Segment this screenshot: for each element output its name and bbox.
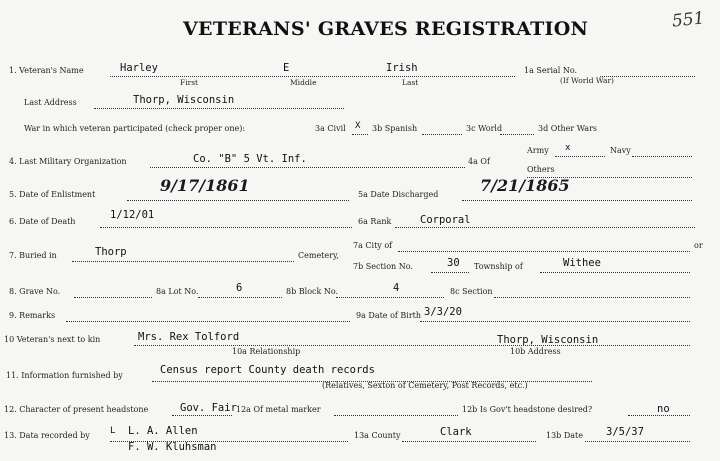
section-no-line xyxy=(431,272,469,273)
army-label: Army xyxy=(527,146,549,155)
middle-caption: Middle xyxy=(290,78,317,87)
military-org-label: 4. Last Military Organization xyxy=(9,157,127,166)
army-mark: x xyxy=(565,143,571,153)
lot-no-value: 6 xyxy=(236,282,243,294)
serial-no-label: 1a Serial No. xyxy=(524,66,578,75)
block-no-line xyxy=(336,297,444,298)
city-or-label: or xyxy=(694,241,703,250)
relationship-caption: 10a Relationship xyxy=(232,347,301,356)
death-date-line xyxy=(100,227,352,228)
discharged-line xyxy=(462,200,692,201)
rank-label: 6a Rank xyxy=(358,217,392,226)
headstone-label: 12. Character of present headstone xyxy=(4,405,149,414)
last-address-line xyxy=(94,108,344,109)
city-of-label: 7a City of xyxy=(353,241,393,250)
township-line xyxy=(540,272,690,273)
world-war-line xyxy=(500,134,534,135)
war-question-label: War in which veteran participated (check proper one): xyxy=(24,124,246,133)
next-of-kin-line xyxy=(134,345,690,346)
next-of-kin-label: 10 Veteran's next to kin xyxy=(4,335,101,344)
world-war-label: 3c World xyxy=(466,124,503,133)
spanish-war-label: 3b Spanish xyxy=(372,124,418,133)
discharged-value: 7/21/1865 xyxy=(480,176,570,195)
army-line xyxy=(555,156,605,157)
death-date-label: 6. Date of Death xyxy=(9,217,76,226)
info-furnished-caption: (Relatives, Sexton of Cemetery, Post Records, etc.) xyxy=(322,381,528,390)
township-label: Township of xyxy=(474,262,523,271)
section-line xyxy=(494,297,690,298)
recorded-by-value-2: F. W. Kluhsman xyxy=(128,441,217,453)
info-furnished-label: 11. Information furnished by xyxy=(6,371,123,380)
county-value: Clark xyxy=(440,426,472,438)
gov-headstone-value: no xyxy=(657,403,670,415)
name-line xyxy=(110,76,515,77)
civil-war-mark: X xyxy=(355,121,361,131)
middle-name-value: E xyxy=(283,62,290,74)
last-caption: Last xyxy=(402,78,419,87)
lot-no-line xyxy=(198,297,282,298)
buried-in-value: Thorp xyxy=(95,246,127,258)
county-line xyxy=(402,441,536,442)
first-caption: First xyxy=(180,78,199,87)
remarks-label: 9. Remarks xyxy=(9,311,56,320)
remarks-line xyxy=(66,321,350,322)
veteran-name-label: 1. Veteran's Name xyxy=(9,66,84,75)
others-label: Others xyxy=(527,165,555,174)
last-address-label: Last Address xyxy=(24,98,77,107)
discharged-label: 5a Date Discharged xyxy=(358,190,439,199)
recorded-by-value-1: L. A. Allen xyxy=(128,425,198,437)
birth-date-label: 9a Date of Birth xyxy=(356,311,422,320)
military-org-line xyxy=(150,167,465,168)
civil-war-label: 3a Civil xyxy=(315,124,346,133)
enlistment-value: 9/17/1861 xyxy=(160,176,250,195)
gov-headstone-line xyxy=(628,415,690,416)
rank-line xyxy=(395,227,695,228)
record-date-value: 3/5/37 xyxy=(606,426,644,438)
kin-address-value: Thorp, Wisconsin xyxy=(497,334,599,346)
buried-in-label: 7. Buried in xyxy=(9,251,57,260)
headstone-value: Gov. Fair xyxy=(180,402,237,414)
navy-label: Navy xyxy=(610,146,631,155)
grave-no-line xyxy=(74,297,152,298)
last-address-value: Thorp, Wisconsin xyxy=(133,94,235,106)
recorded-by-label: 13. Data recorded by xyxy=(4,431,90,440)
metal-marker-label: 12a Of metal marker xyxy=(236,405,321,414)
address-caption: 10b Address xyxy=(510,347,561,356)
buried-in-line xyxy=(72,261,294,262)
card-number-stamp: 551 xyxy=(671,8,706,32)
grave-no-label: 8. Grave No. xyxy=(9,287,61,296)
block-no-label: 8b Block No. xyxy=(286,287,339,296)
serial-no-caption: (If World War) xyxy=(560,76,614,85)
gov-headstone-label: 12b Is Gov't headstone desired? xyxy=(462,405,593,414)
info-furnished-value: Census report County death records xyxy=(160,364,375,376)
death-date-value: 1/12/01 xyxy=(110,209,155,221)
military-org-value: Co. "B" 5 Vt. Inf. xyxy=(193,153,307,165)
civil-war-line xyxy=(352,134,368,135)
block-no-value: 4 xyxy=(393,282,400,294)
next-of-kin-value: Mrs. Rex Tolford xyxy=(138,331,240,343)
record-date-label: 13b Date xyxy=(546,431,583,440)
enlistment-label: 5. Date of Enlistment xyxy=(9,190,96,199)
enlistment-line xyxy=(127,200,349,201)
last-name-value: Irish xyxy=(386,62,418,74)
city-of-line xyxy=(398,251,690,252)
cemetery-label: Cemetery, xyxy=(298,251,339,260)
birth-date-value: 3/3/20 xyxy=(424,306,462,318)
county-label: 13a County xyxy=(354,431,401,440)
first-name-value: Harley xyxy=(120,62,158,74)
serial-no-line xyxy=(600,76,695,77)
of-label: 4a Of xyxy=(468,157,490,166)
section-label: 8c Section xyxy=(450,287,493,296)
lot-no-label: 8a Lot No. xyxy=(156,287,199,296)
headstone-line xyxy=(172,415,232,416)
spanish-war-line xyxy=(422,134,462,135)
section-no-label: 7b Section No. xyxy=(353,262,413,271)
metal-marker-line xyxy=(334,415,458,416)
birth-date-line xyxy=(420,321,690,322)
section-no-value: 30 xyxy=(447,257,460,269)
other-wars-label: 3d Other Wars xyxy=(538,124,598,133)
township-value: Withee xyxy=(563,257,601,269)
form-title: VETERANS' GRAVES REGISTRATION xyxy=(183,18,589,40)
recorded-by-mark: L xyxy=(110,426,116,436)
record-date-line xyxy=(585,441,690,442)
navy-line xyxy=(632,156,692,157)
rank-value: Corporal xyxy=(420,214,471,226)
